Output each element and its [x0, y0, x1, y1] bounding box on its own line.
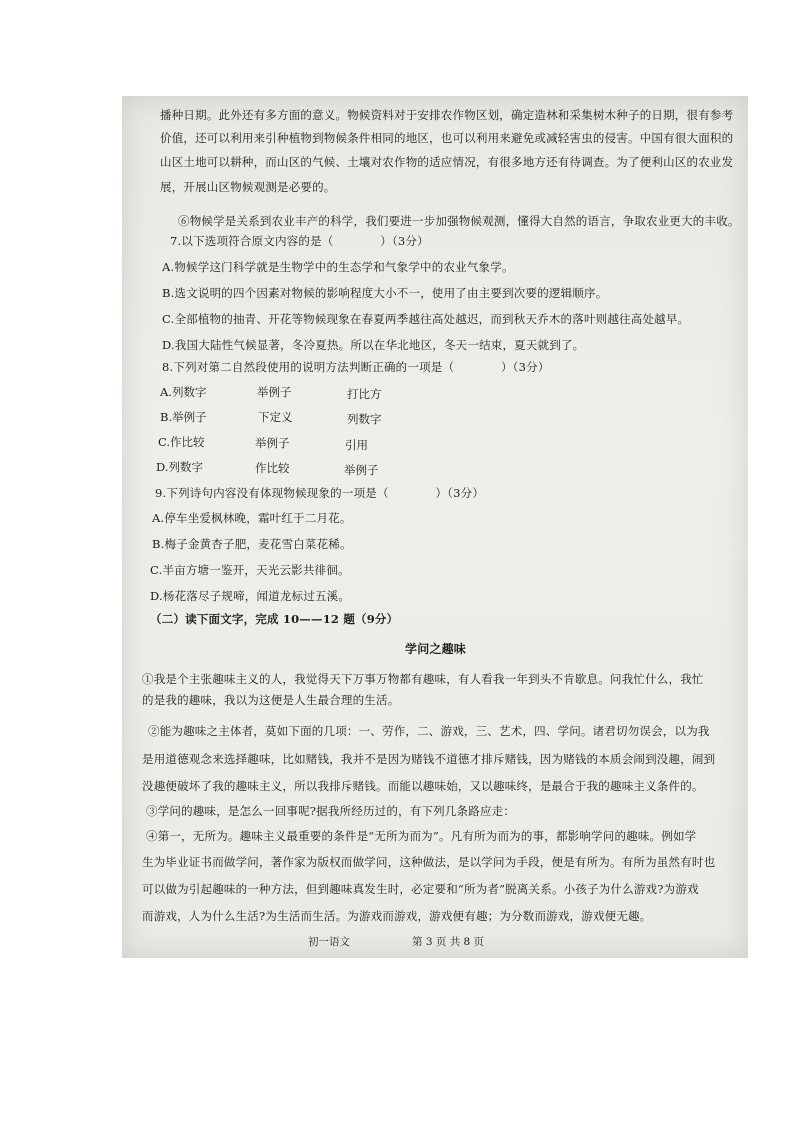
essay-line: 是用道德观念来选择趣味，比如赌钱，我并不是因为赌钱不道德才排斥赌钱，因为赌钱的本质会闹到没趣，闹到	[142, 752, 716, 766]
q8-c-3: 引用	[345, 438, 368, 452]
q7-option-d: D.我国大陆性气候显著，冬冷夏热。所以在华北地区，冬天一结束，夏天就到了。	[162, 338, 585, 352]
footer-page-number: 第 3 页 共 8 页	[412, 936, 485, 948]
q7-option-b: B.选文说明的四个因素对物候的影响程度大小不一，使用了由主要到次要的逻辑顺序。	[162, 286, 608, 300]
q9-option-d: D.杨花落尽子规啼，闻道龙标过五溪。	[150, 589, 351, 603]
q8-c-1: C.作比较	[158, 435, 205, 449]
q8-d-2: 作比较	[255, 461, 290, 475]
q8-a-1: A.列数字	[160, 385, 207, 399]
essay-line: 没趣便破坏了我的趣味主义，所以我排斥赌钱。而能以趣味始，又以趣味终，是最合于我的趣味主义条件的。	[142, 779, 704, 793]
q9-option-a: A.停车坐爱枫林晚，霜叶红于二月花。	[152, 511, 352, 525]
q8-b-2: 下定义	[258, 410, 293, 424]
footer-subject: 初一语文	[308, 936, 350, 948]
q8-a-2: 举例子	[257, 385, 292, 399]
q9-stem: 9.下列诗句内容没有体现物候现象的一项是（ ）（3分）	[155, 486, 485, 500]
q7-option-a: A.物候学这门科学就是生物学中的生态学和气象学中的农业气象学。	[162, 260, 514, 274]
essay-line: 的是我的趣味，我以为这便是人生最合理的生活。	[142, 693, 400, 707]
essay-line: ④第一，无所为。趣味主义最重要的条件是“无所为而为”。凡有所为而为的事，都影响学问的趣味。例如学	[146, 829, 697, 843]
essay-line: 生为毕业证书而做学问，著作家为版权而做学问，这种做法，是以学问为手段，便是有所为。有所为虽然有时也	[142, 855, 716, 869]
essay-line: ②能为趣味之主体者，莫如下面的几项：一、劳作，二、游戏，三、艺术，四、学问。诸君切勿误会，以为我	[148, 724, 710, 738]
q8-stem: 8.下列对第二自然段使用的说明方法判断正确的一项是（ ）（3分）	[162, 360, 550, 374]
exam-page-photo	[122, 96, 748, 958]
q8-a-3: 打比方	[347, 387, 382, 401]
q8-b-3: 列数字	[347, 412, 382, 426]
q8-d-1: D.列数字	[156, 460, 203, 474]
q9-option-b: B.梅子金黄杏子肥，麦花雪白菜花稀。	[152, 537, 352, 551]
passage-line: 播种日期。此外还有多方面的意义。物候资料对于安排农作物区划，确定造林和采集树木种子的日期，很有参考	[160, 108, 734, 122]
q8-c-2: 举例子	[255, 436, 290, 450]
q8-d-3: 举例子	[344, 463, 379, 477]
essay-line: ③学问的趣味，是怎么一回事呢?据我所经历过的，有下列几条路应走：	[146, 804, 516, 818]
passage-line: ⑥物候学是关系到农业丰产的科学，我们要进一步加强物候观测，懂得大自然的语言，争取农业更大的丰收。	[178, 214, 740, 228]
essay-line: 而游戏，人为什么生活?为生活而生活。为游戏而游戏，游戏便有趣；为分数而游戏，游戏便无趣。	[142, 909, 652, 923]
q7-stem: 7.以下选项符合原文内容的是（ ）（3分）	[170, 234, 429, 248]
q7-option-c: C.全部植物的抽青、开花等物候现象在春夏两季越往高处越迟，而到秋天乔木的落叶则越往高处越早。	[162, 312, 690, 326]
passage-line: 山区土地可以耕种，而山区的气候、土壤对农作物的适应情况，有很多地方还有待调查。为了便利山区的农业发	[160, 155, 734, 169]
essay-line: ①我是个主张趣味主义的人，我觉得天下万事万物都有趣味，有人看我一年到头不肯歇息。问我忙什么，我忙	[142, 672, 704, 686]
q9-option-c: C.半亩方塘一鉴开，天光云影共徘徊。	[150, 563, 350, 577]
q8-b-1: B.举例子	[160, 410, 207, 424]
passage-line: 展，开展山区物候观测是必要的。	[160, 180, 336, 194]
essay-line: 可以做为引起趣味的一种方法，但到趣味真发生时，必定要和“所为者”脱离关系。小孩子为什么游戏?为游戏	[142, 882, 699, 896]
passage-line: 价值，还可以利用来引种植物到物候条件相同的地区，也可以利用来避免或减轻害虫的侵害。中国有很大面积的	[160, 131, 734, 145]
essay-title: 学问之趣味	[405, 642, 467, 656]
section-heading: （二）读下面文字，完成 10——12 题（9分）	[150, 612, 399, 626]
